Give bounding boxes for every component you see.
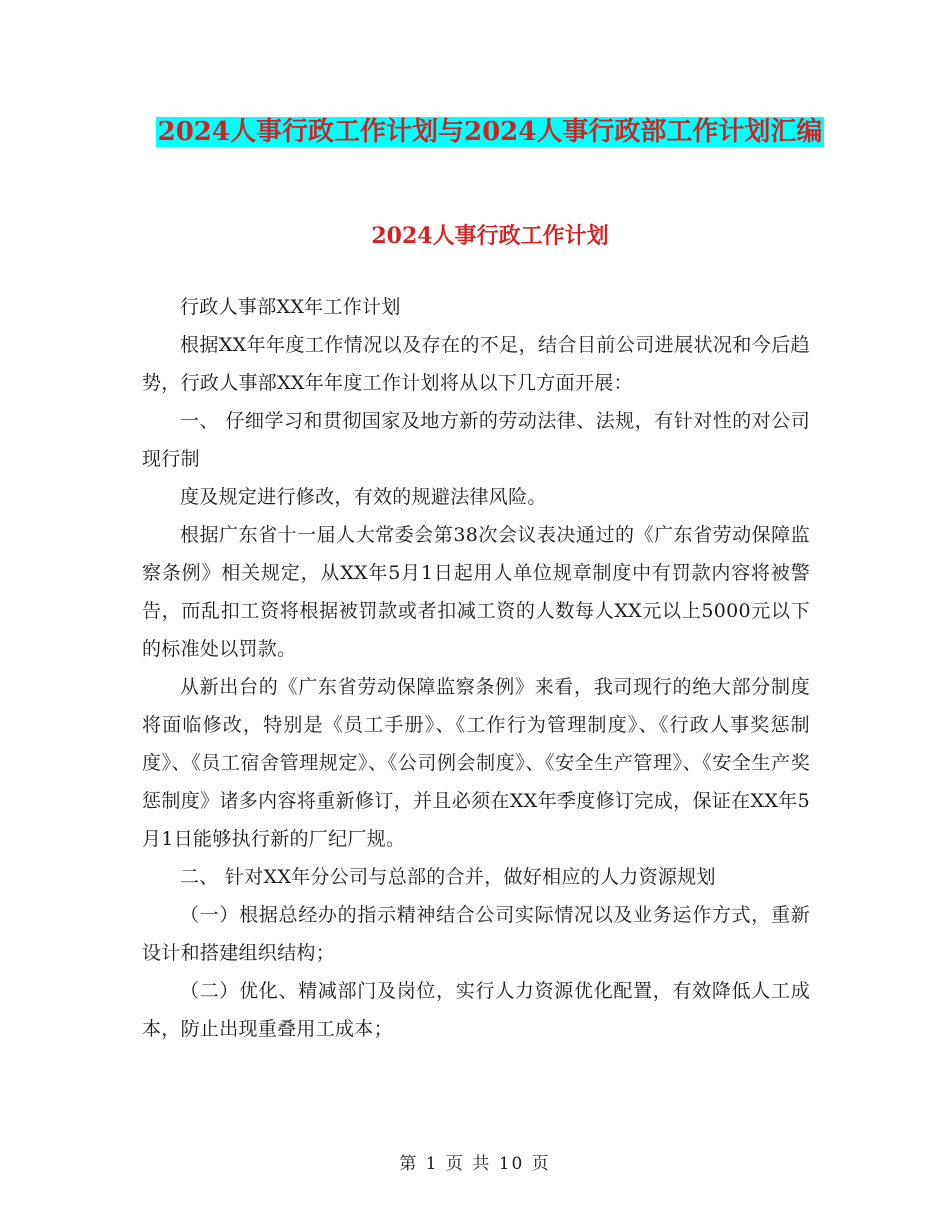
paragraph: 根据XX年年度工作情况以及存在的不足，结合目前公司进展状况和今后趋势，行政人事部XX年年度工作计划将从以下几方面开展： [142, 334, 810, 394]
document-body [142, 288, 810, 1048]
paragraph: （二）优化、精减部门及岗位，实行人力资源优化配置，有效降低人工成本，防止出现重叠用工成本； [142, 980, 810, 1040]
document-title-highlight: 2024人事行政工作计划与2024人事行政部工作计划汇编 [157, 117, 823, 147]
document-title [140, 108, 840, 156]
paragraph: 二、 针对XX年分公司与总部的合并，做好相应的人力资源规划 [180, 866, 716, 888]
paragraph: 度及规定进行修改，有效的规避法律风险。 [180, 486, 547, 508]
section-title: 2024人事行政工作计划 [371, 223, 609, 249]
page-number-footer: 第 1 页 共 10 页 [399, 1154, 551, 1174]
paragraph: 行政人事部XX年工作计划 [180, 296, 401, 318]
paragraph: （一）根据总经办的指示精神结合公司实际情况以及业务运作方式，重新设计和搭建组织结构； [142, 904, 810, 964]
paragraph: 一、 仔细学习和贯彻国家及地方新的劳动法律、法规，有针对性的对公司现行制 [142, 410, 810, 470]
paragraph: 从新出台的《广东省劳动保障监察条例》来看，我司现行的绝大部分制度将面临修改，特别是《员工手册》、《工作行为管理制度》、《行政人事奖惩制度》、《员工宿舍管理规定》、《公司例会制度》、《安全生产管理》、《安全生产奖惩制度》诸多内容将重新修订，并且必须在XX年季度修订完成，保证在XX年5月1日能够执行新的厂纪厂规。 [142, 676, 810, 850]
paragraph: 根据广东省十一届人大常委会第38次会议表决通过的《广东省劳动保障监察条例》相关规定，从XX年5月1日起用人单位规章制度中有罚款内容将被警告，而乱扣工资将根据被罚款或者扣减工资的人数每人XX元以上5000元以下的标准处以罚款。 [142, 524, 810, 660]
